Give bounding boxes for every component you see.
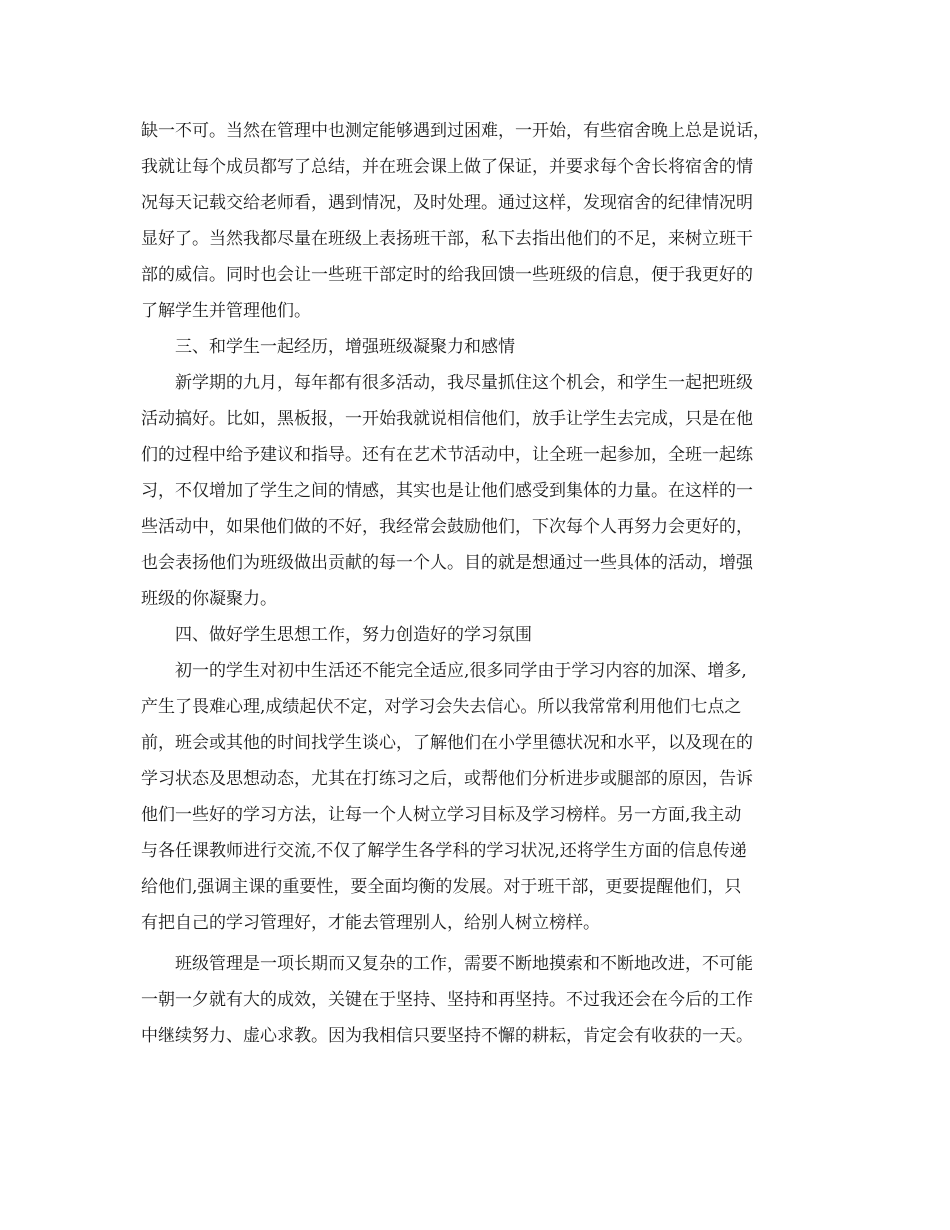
text-line: 我就让每个成员都写了总结，并在班会课上做了保证，并要求每个舍长将宿舍的情 bbox=[141, 157, 753, 177]
text-line: 部的威信。同时也会让一些班干部定时的给我回馈一些班级的信息，便于我更好的 bbox=[141, 265, 753, 285]
text-line: 们的过程中给予建议和指导。还有在艺术节活动中，让全班一起参加，全班一起练 bbox=[141, 445, 753, 465]
section-heading: 三、和学生一起经历，增强班级凝聚力和感情 bbox=[175, 337, 515, 357]
text-line: 况每天记载交给老师看，遇到情况，及时处理。通过这样，发现宿舍的纪律情况明 bbox=[141, 193, 753, 213]
text-line: 班级的你凝聚力。 bbox=[141, 589, 277, 609]
text-line: 前，班会或其他的时间找学生谈心，了解他们在小学里德状况和水平，以及现在的 bbox=[141, 733, 753, 753]
text-line: 显好了。当然我都尽量在班级上表扬班干部，私下去指出他们的不足，来树立班干 bbox=[141, 229, 753, 249]
text-line: 给他们,强调主课的重要性，要全面均衡的发展。对于班干部，更要提醒他们，只 bbox=[141, 877, 742, 897]
text-line: 学习状态及思想动态，尤其在打练习之后，或帮他们分析进步或腿部的原因，告诉 bbox=[141, 769, 753, 789]
text-line: 班级管理是一项长期而又复杂的工作，需要不断地摸索和不断地改进，不可能 bbox=[175, 954, 753, 974]
text-line: 习，不仅增加了学生之间的情感，其实也是让他们感受到集体的力量。在这样的一 bbox=[141, 481, 753, 501]
text-line: 他们一些好的学习方法，让每一个人树立学习目标及学习榜样。另一方面,我主动 bbox=[141, 805, 742, 825]
text-line: 缺一不可。当然在管理中也测定能够遇到过困难，一开始，有些宿舍晚上总是说话， bbox=[141, 121, 770, 141]
text-line: 初一的学生对初中生活还不能完全适应,很多同学由于学习内容的加深、增多, bbox=[175, 661, 747, 681]
text-line: 与各任课教师进行交流,不仅了解学生各学科的学习状况,还将学生方面的信息传递 bbox=[141, 841, 747, 861]
text-line: 中继续努力、虚心求教。因为我相信只要坚持不懈的耕耘，肯定会有收获的一天。 bbox=[141, 1026, 753, 1046]
section-heading: 四、做好学生思想工作，努力创造好的学习氛围 bbox=[175, 625, 532, 645]
text-line: 活动搞好。比如，黑板报，一开始我就说相信他们，放手让学生去完成，只是在他 bbox=[141, 409, 753, 429]
document-body bbox=[141, 113, 831, 1054]
text-line: 有把自己的学习管理好，才能去管理别人，给别人树立榜样。 bbox=[141, 913, 600, 933]
text-line: 产生了畏难心理,成绩起伏不定，对学习会失去信心。所以我常常利用他们七点之 bbox=[141, 697, 742, 717]
text-line: 也会表扬他们为班级做出贡献的每一个人。目的就是想通过一些具体的活动，增强 bbox=[141, 553, 753, 573]
text-line: 些活动中，如果他们做的不好，我经常会鼓励他们，下次每个人再努力会更好的， bbox=[141, 517, 753, 537]
text-line: 一朝一夕就有大的成效，关键在于坚持、坚持和再坚持。不过我还会在今后的工作 bbox=[141, 990, 753, 1010]
text-line: 了解学生并管理他们。 bbox=[141, 301, 311, 321]
text-line: 新学期的九月，每年都有很多活动，我尽量抓住这个机会，和学生一起把班级 bbox=[175, 373, 753, 393]
